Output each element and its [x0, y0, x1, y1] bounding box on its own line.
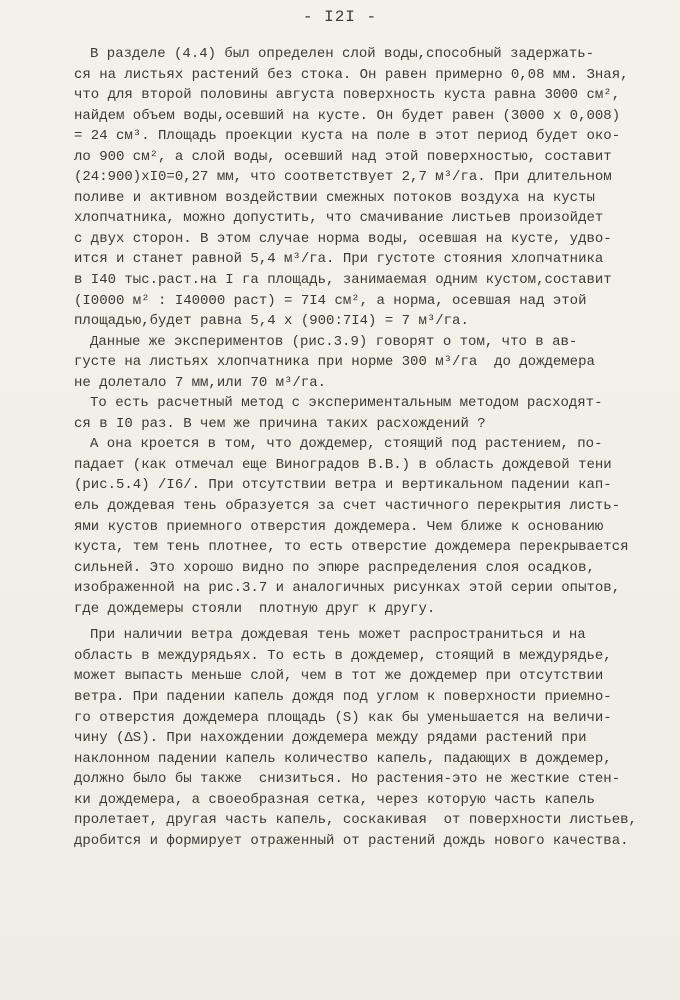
text-line: площадью,будет равна 5,4 х (900:7I4) = 7 м³/га. [74, 313, 469, 330]
text-line: где дождемеры стояли плотную друг к другу. [74, 600, 436, 617]
body-text [74, 44, 664, 851]
text-line: что для второй половины августа поверхность куста равна 3000 см², [74, 87, 621, 104]
text-line: В разделе (4.4) был определен слой воды,способный задержать- [90, 46, 595, 62]
text-line: ится и станет равной 5,4 м³/га. При густоте стояния хлопчатника [74, 251, 604, 268]
page-number: - I2I - [302, 8, 378, 26]
text-line: (I0000 м² : I40000 раст) = 7I4 см², а норма, осевшая над этой [74, 292, 587, 309]
text-line: в I40 тыс.раст.на I га площадь, занимаемая одним кустом,составит [74, 272, 612, 289]
text-line: область в междурядьях. То есть в дождемер, стоящий в междурядье, [74, 647, 612, 664]
text-line: чину (ΔS). При нахождении дождемера между рядами растений при [74, 730, 587, 747]
text-line: = 24 см³. Площадь проекции куста на поле в этот период будет око- [74, 128, 621, 145]
text-line: пролетает, другая часть капель, соскакивая от поверхности листьев, [74, 812, 637, 829]
text-line: изображенной на рис.3.7 и аналогичных рисунках этой серии опытов, [74, 580, 621, 597]
text-line: не долетало 7 мм,или 70 м³/га. [74, 374, 327, 391]
text-line: дробится и формирует отраженный от растений дождь нового качества. [74, 832, 629, 849]
text-line: ся в I0 раз. В чем же причина таких расхождений ? [74, 415, 486, 432]
text-line: густе на листьях хлопчатника при норме 300 м³/га до дождемера [74, 354, 595, 371]
text-line: падает (как отмечал еще Виноградов В.В.) в область дождевой тени [74, 456, 612, 473]
text-line: го отверстия дождемера площадь (S) как бы уменьшается на величи- [74, 709, 612, 726]
text-line: может выпасть меньше слой, чем в тот же дождемер при отсутствии [74, 668, 604, 685]
text-line: Данные же экспериментов (рис.3.9) говорят о том, что в ав- [90, 333, 578, 350]
text-line: ветра. При падении капель дождя под углом к поверхности приемно- [74, 688, 612, 705]
text-line: найдем объем воды,осевший на кусте. Он будет равен (3000 х 0,008) [74, 107, 621, 124]
text-line: ями кустов приемного отверстия дождемера. Чем ближе к основанию [74, 518, 604, 535]
text-line: (24:900)хI0=0,27 мм, что соответствует 2,7 м³/га. При длительном [74, 169, 612, 186]
text-line: При наличии ветра дождевая тень может распространиться и на [90, 627, 586, 644]
text-line: должно было бы также снизиться. Но растения-это не жесткие стен- [74, 771, 621, 788]
text-line: ся на листьях растений без стока. Он равен примерно 0,08 мм. Зная, [74, 66, 629, 83]
text-line: (рис.5.4) /I6/. При отсутствии ветра и вертикальном падении кап- [74, 477, 612, 494]
text-line: сильней. Это хорошо видно по эпюре распределения слоя осадков, [74, 559, 595, 576]
text-line: куста, тем тень плотнее, то есть отверстие дождемера перекрывается [74, 539, 629, 556]
text-line: наклонном падении капель количество капель, падающих в дождемер, [74, 750, 612, 767]
text-line: с двух сторон. В этом случае норма воды, осевшая на кусте, удво- [74, 230, 612, 247]
text-line: ки дождемера, а своеобразная сетка, через которую часть капель [74, 791, 595, 808]
text-line: То есть расчетный метод с экспериментальным методом расходят- [90, 395, 603, 412]
text-line: ель дождевая тень образуется за счет частичного перекрытия листь- [74, 498, 621, 515]
text-line: ло 900 см², а слой воды, осевший над этой поверхностью, составит [74, 148, 612, 165]
text-line: поливе и активном воздействии смежных потоков воздуха на кусты [74, 189, 595, 206]
text-line: хлопчатника, можно допустить, что смачивание листьев произойдет [74, 210, 604, 227]
text-line: А она кроется в том, что дождемер, стоящий под растением, по- [90, 436, 603, 453]
